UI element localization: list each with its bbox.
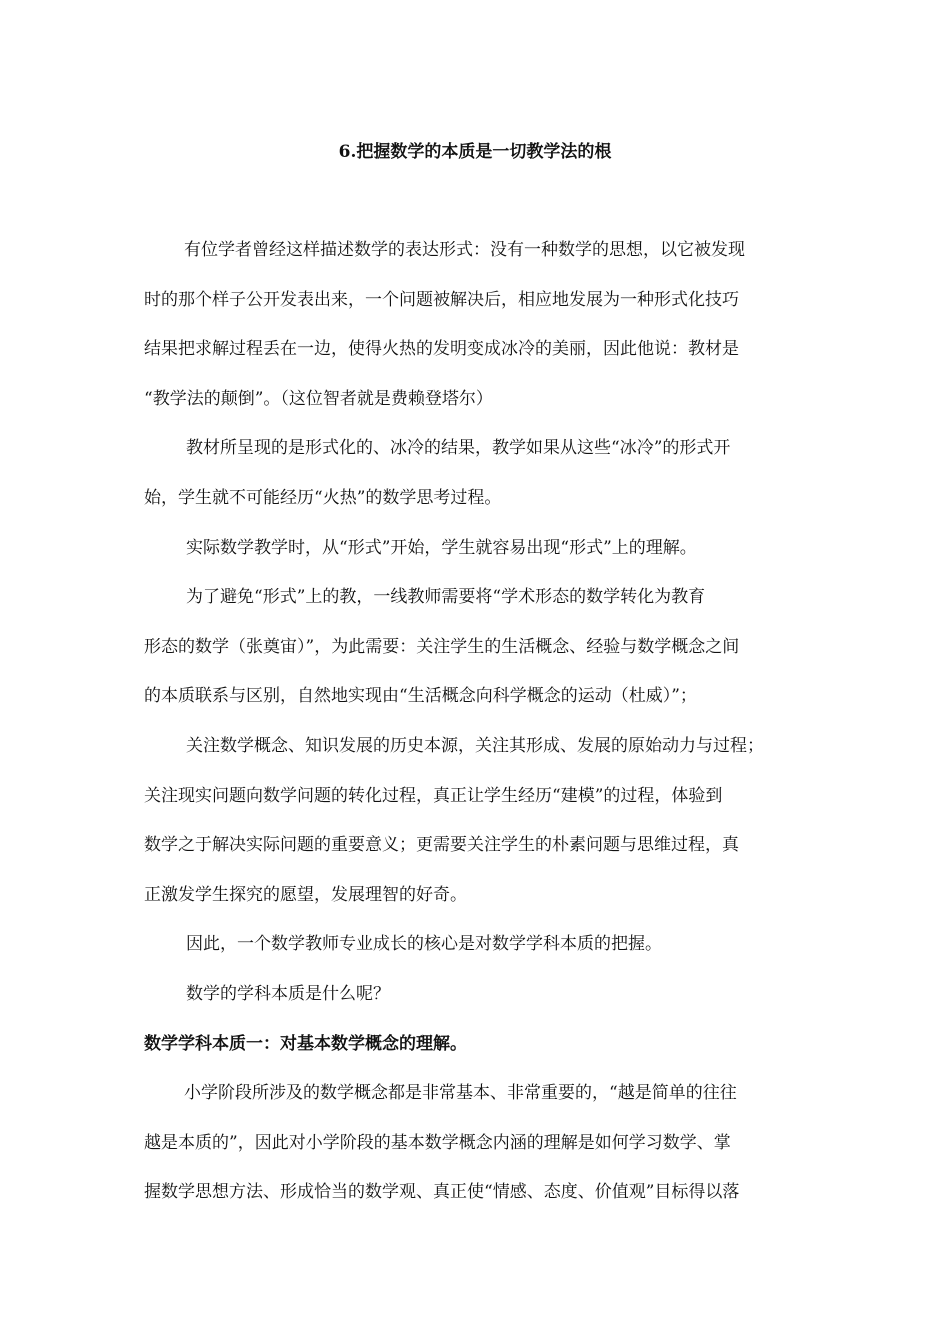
paragraph-line: 结果把求解过程丢在一边，使得火热的发明变成冰冷的美丽，因此他说：教材是 [144,339,739,360]
paragraph-line: 握数学思想方法、形成恰当的数学观、真正使“情感、态度、价值观”目标得以落 [144,1182,740,1203]
paragraph-line: 有位学者曾经这样描述数学的表达形式：没有一种数学的思想，以它被发现 [184,240,745,260]
paragraph-line: 时的那个样子公开发表出来，一个问题被解决后，相应地发展为一种形式化技巧 [144,289,739,310]
paragraph-line: 关注数学概念、知识发展的历史本源，关注其形成、发展的原始动力与过程； [186,735,764,756]
paragraph-line: 为了避免“形式”上的教，一线教师需要将“学术形态的数学转化为教育 [186,587,706,608]
paragraph-line: 教材所呈现的是形式化的、冰冷的结果，教学如果从这些“冰冷”的形式开 [186,438,731,459]
paragraph-line: “教学法的颠倒”。（这位智者就是费赖登塔尔） [144,388,493,409]
document-title: 6.把握数学的本质是一切教学法的根 [338,142,612,162]
paragraph-line: 实际数学教学时，从“形式”开始，学生就容易出现“形式”上的理解。 [186,537,697,558]
paragraph-line: 小学阶段所涉及的数学概念都是非常基本、非常重要的，“越是简单的往往 [184,1083,737,1104]
paragraph-line: 关注现实问题向数学问题的转化过程，真正让学生经历“建模”的过程，体验到 [144,785,723,806]
document-body [144,235,808,1227]
paragraph-line: 数学之于解决实际问题的重要意义；更需要关注学生的朴素问题与思维过程，真 [144,835,739,856]
paragraph-line: 形态的数学（张奠宙）”，为此需要：关注学生的生活概念、经验与数学概念之间 [144,636,740,657]
paragraph-line: 始，学生就不可能经历“火热”的数学思考过程。 [144,487,502,508]
paragraph-line: 正激发学生探究的愿望，发展理智的好奇。 [144,884,467,905]
paragraph-line: 越是本质的”，因此对小学阶段的基本数学概念内涵的理解是如何学习数学、掌 [144,1132,731,1153]
paragraph-line: 的本质联系与区别，自然地实现由“生活概念向科学概念的运动（杜威）”； [144,686,697,707]
paragraph-line: 因此，一个数学教师专业成长的核心是对数学学科本质的把握。 [186,934,662,955]
section-heading: 数学学科本质一：对基本数学概念的理解。 [144,1033,467,1054]
paragraph-line: 数学的学科本质是什么呢？ [186,983,390,1004]
